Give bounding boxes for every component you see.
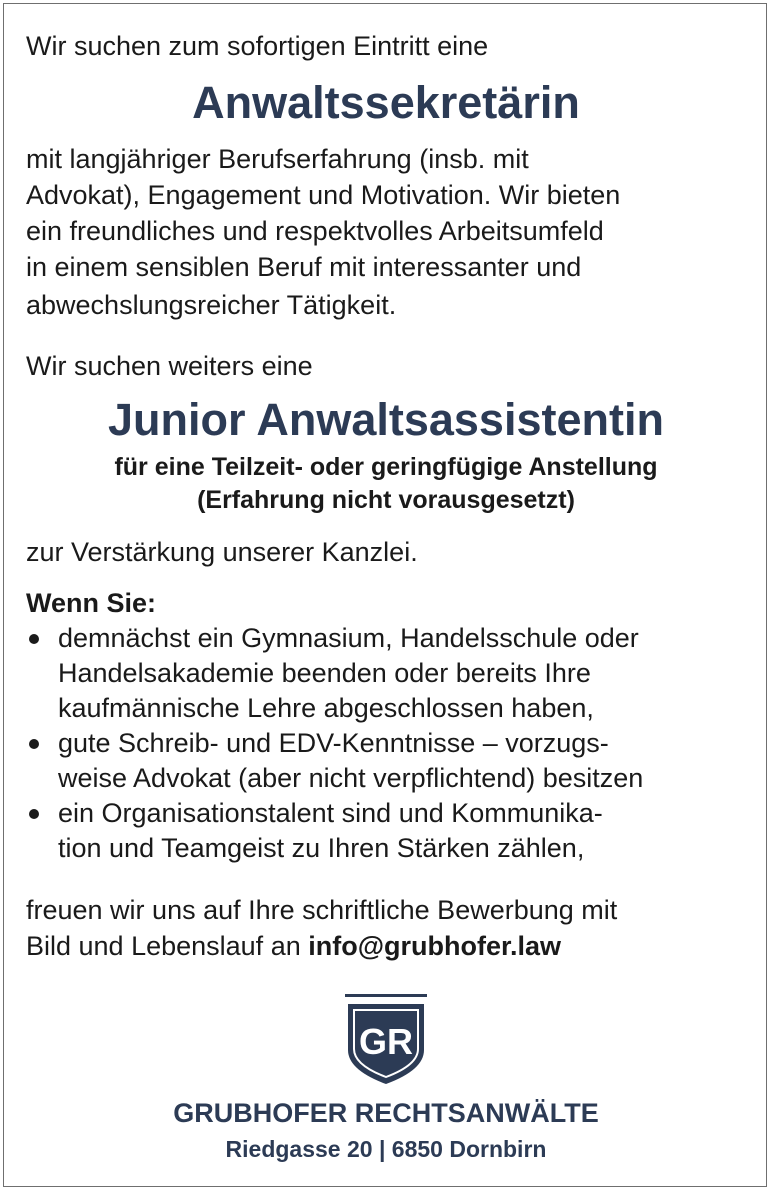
job1-line-5: abwechslungsreicher Tätigkeit. bbox=[26, 290, 397, 320]
requirement-1-line-2: Handelsakademie beenden oder bereits Ihre bbox=[58, 658, 591, 688]
shield-logo-icon bbox=[345, 994, 427, 1086]
bullet-icon bbox=[29, 809, 39, 819]
intro2-text: Wir suchen weiters eine bbox=[26, 351, 313, 381]
job2-title: Junior Anwaltsassistentin bbox=[108, 394, 664, 445]
requirement-3-line-2: tion und Teamgeist zu Ihren Stärken zählen, bbox=[58, 833, 585, 863]
requirement-item-1 bbox=[26, 621, 643, 726]
requirement-1-line-1: demnächst ein Gymnasium, Handelsschule oder bbox=[58, 623, 639, 653]
closing-line-1: freuen wir uns auf Ihre schriftliche Bewerbung mit bbox=[26, 895, 618, 925]
job1-line-4: in einem sensiblen Beruf mit interessanter und bbox=[26, 252, 582, 282]
bullet-icon bbox=[29, 634, 39, 644]
intro-text: Wir suchen zum sofortigen Eintritt eine bbox=[26, 31, 489, 61]
firm-name: GRUBHOFER RECHTSANWÄLTE bbox=[173, 1098, 599, 1128]
requirements-heading: Wenn Sie: bbox=[26, 588, 157, 618]
job1-title: Anwaltssekretärin bbox=[192, 77, 580, 128]
job2-purpose: zur Verstärkung unserer Kanzlei. bbox=[26, 537, 418, 567]
contact-email: info@grubhofer.law bbox=[308, 931, 562, 961]
job1-line-2: Advokat), Engagement und Motivation. Wir bieten bbox=[26, 180, 621, 210]
requirement-2-line-2: weise Advokat (aber nicht verpflichtend) besitzen bbox=[58, 763, 644, 793]
job1-line-1: mit langjähriger Berufserfahrung (insb. mit bbox=[26, 144, 529, 174]
requirement-item-2 bbox=[26, 726, 643, 796]
job1-line-3: ein freundliches und respektvolles Arbeitsumfeld bbox=[26, 216, 604, 246]
closing-line-2 bbox=[26, 928, 561, 965]
requirement-item-3 bbox=[26, 796, 643, 866]
job2-subtitle-2: (Erfahrung nicht vorausgesetzt) bbox=[197, 486, 575, 514]
requirement-3-line-1: ein Organisationstalent sind und Kommunika- bbox=[58, 798, 603, 828]
logo-monogram: GR bbox=[359, 1021, 413, 1062]
job2-subtitle-1: für eine Teilzeit- oder geringfügige Anstellung bbox=[114, 453, 658, 481]
firm-address: Riedgasse 20 | 6850 Dornbirn bbox=[225, 1136, 547, 1162]
requirements-list bbox=[26, 621, 643, 866]
bullet-icon bbox=[29, 739, 39, 749]
requirement-2-line-1: gute Schreib- und EDV-Kenntnisse – vorzugs- bbox=[58, 728, 609, 758]
requirement-1-line-3: kaufmännische Lehre abgeschlossen haben, bbox=[58, 693, 594, 723]
closing-prefix: Bild und Lebenslauf an bbox=[26, 931, 309, 961]
